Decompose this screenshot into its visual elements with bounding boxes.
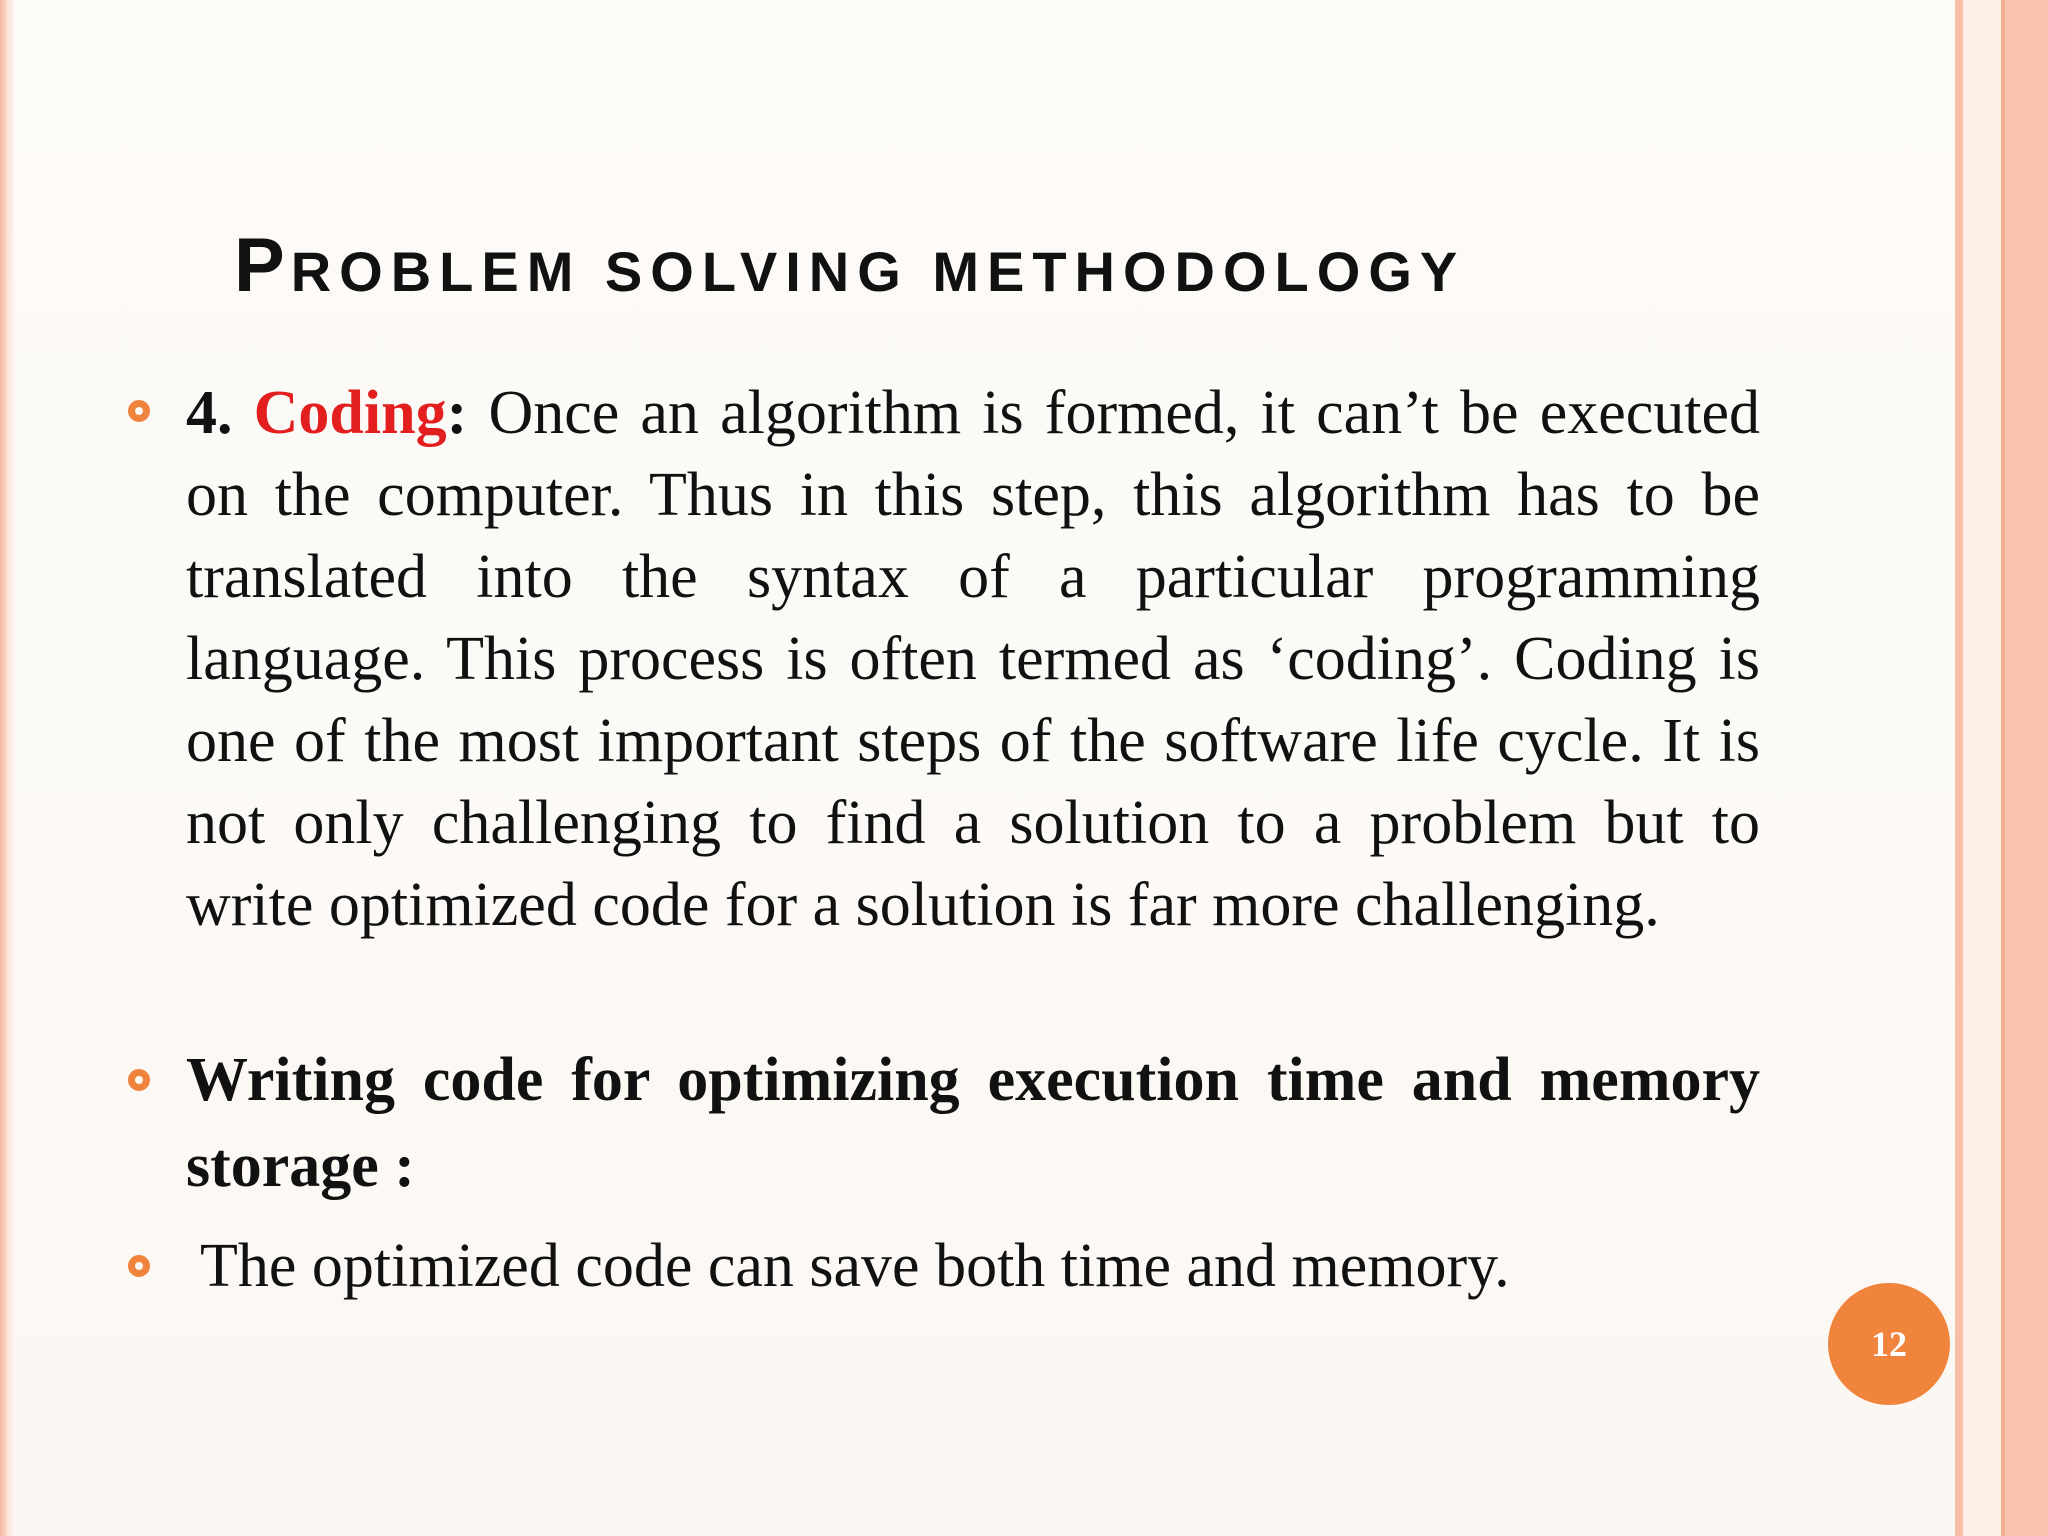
bullet-keyword: Coding: [253, 379, 447, 447]
bullet-optimizing-heading: Writing code for optimizing execution time and memory storage :: [186, 1046, 1760, 1200]
bullet-circle-icon: [128, 1255, 150, 1277]
title-initial: P: [234, 223, 291, 308]
title-rest: ROBLEM SOLVING METHODOLOGY: [290, 240, 1466, 303]
bullet-circle-icon: [128, 400, 150, 422]
bullet-optimized-code: The optimized code can save both time and memory.: [200, 1232, 1510, 1300]
bullet-coding-text: Once an algorithm is formed, it can’t be executed on the computer. Thus in this step, this algorithm has to be translated into the syntax of a particular programming language. This process is often termed as ‘coding’. Coding is one of the most important steps of the software life cycle. It is not only challenging to find a solution to a problem but to write optimized code for a solution is far more challenging.: [186, 379, 1760, 939]
bullet-number: 4.: [186, 379, 233, 447]
bullet-coding: [186, 372, 1760, 946]
bullet-circle-icon: [128, 1069, 150, 1091]
page-number-badge: 12: [1828, 1283, 1950, 1405]
bullet-colon: :: [446, 379, 468, 447]
